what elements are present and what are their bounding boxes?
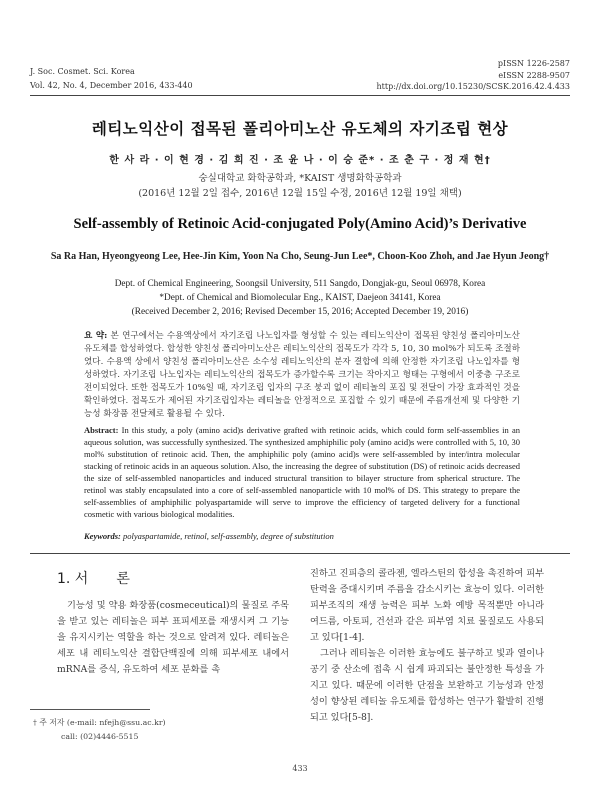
affiliation-english-1: Dept. of Chemical Engineering, Soongsil University, 511 Sangdo, Dongjak-gu, Seoul 06978, Korea <box>114 279 486 289</box>
title-korean: 레티노익산이 접목된 폴리아미노산 유도체의 자기조립 현상 <box>91 120 509 138</box>
pissn: pISSN 1226-2587 <box>497 59 570 68</box>
keywords <box>84 531 520 541</box>
footnote-rule <box>30 709 150 710</box>
footnote-author-email: † 주 저자 (e-mail: nfejh@ssu.ac.kr) <box>33 718 166 727</box>
authors-english: Sa Ra Han, Hyeongyeong Lee, Hee-Jin Kim, Yoon Na Cho, Seung-Jun Lee*, Choon-Koo Zhoh, and Jae Hyun Jeong† <box>50 251 550 262</box>
keywords-label: Keywords: <box>84 531 121 541</box>
affiliation-english-2: *Dept. of Chemical and Biomolecular Eng., KAIST, Daejeon 34141, Korea <box>159 293 441 303</box>
authors-korean: 한 사 라 · 이 현 경 · 김 희 진 · 조 윤 나 · 이 승 준* · 조 춘 구 · 정 재 현† <box>109 155 491 166</box>
eissn: eISSN 2288-9507 <box>498 71 570 80</box>
header-rule <box>30 95 570 96</box>
body-right-paragraph-1: 진하고 진피층의 콜라젠, 엘라스틴의 합성을 촉진하여 피부탄력을 증대시키며 주름을 감소시키는 효능이 있다. 이러한 피부조직의 재생 능력은 피부 노화 예방 목적뿐만 아니라 여드름, 아토피, 건선과 같은 피부염 치료 물질로도 사용되고 있다[1-4]. <box>310 568 544 643</box>
keywords-text: polyaspartamide, retinol, self-assembly, degree of substitution <box>120 531 334 541</box>
footnote <box>33 716 166 744</box>
section-title: 1. 서 론 <box>57 571 130 587</box>
title-english: Self-assembly of Retinoic Acid-conjugated Poly(Amino Acid)’s Derivative <box>73 216 527 232</box>
abstract-korean-text: 본 연구에서는 수용액상에서 자기조립 나노입자를 형성할 수 있는 레티노익산이 접목된 양친성 폴리아미노산 유도체를 합성하였다. 합성한 양친성 폴리아미노산은 레티노익산의 접목도가 각각 5, 10, 30 mol%가 되도록 조절하였다. 수용액 상에서 양친성 폴리아미노산은 소수성 레티노익산의 분자 결합에 의해 안정한 자기조립 나노입자를 형성하였다. 자기조립 나노입자는 레티노익산의 접목도가 증가할수록 크기는 작아지고 형태는 구형에서 이중층 구조로 전이되었다. 또한 접목도가 10%일 때, 자기조립 입자의 구조 붕괴 없이 레티놀의 포집 및 전달이 가장 효과적인 것을 확인하였다. 접목도가 제어된 자기조립입자는 레티놀을 안정적으로 포집할 수 있기 때문에 주름개선제 및 다양한 기능성 화장품 전달체로 활용될 수 있다. <box>84 331 520 419</box>
body-left-column: 기능성 및 약용 화장품(cosmeceutical)의 물질로 주목을 받고 있는 레티놀은 피부 표피세포를 재생시켜 그 기능을 유지시키는 역할을 하는 것으로 알려져 있다. 레티놀은 세포 내 레티노익산 결합단백질에 의해 피부세포 내에서 mRNA를 증식, 유도하여 세포 분화를 촉 <box>57 600 289 675</box>
abstract-english-text: In this study, a poly (amino acid)s derivative grafted with retinoic acids, which could form self-assemblies in an aqueous solution, was successfully synthesized. The synthesized amphiphilic poly (amino acid)s were controlled with 5, 10, 30 mol% substitution of retinoic acid. Then, the amphiphilic poly (amino acid)s were self-assembled by inter/intra molecular stacking of retinoic acids in an aqueous solution. Also, the increasing the degree of substitution (DS) of retinoic acids decreased the size of self-assembled nanoparticles and induced structural transition to bilayer structure from spherical structure. The retinol was stably encapsulated into a core of self-assembled nanoparticle with 10 mol% of DS. This strategy to prepare the self-assemblies of amphiphilic polyaspartamide will serve to improve the efficiency of targeted delivery for a functional cosmetic with various biological modalities. <box>84 425 520 519</box>
doi-link[interactable]: http://dx.doi.org/10.15230/SCSK.2016.42.4.433 <box>376 82 570 91</box>
affiliation-korean: 숭실대학교 화학공학과, *KAIST 생명화학공학과 <box>198 173 402 184</box>
page-number: 433 <box>292 764 308 773</box>
abstract-korean <box>84 330 520 421</box>
footnote-phone: call: (02)4446-5515 <box>61 732 139 741</box>
abstract-rule <box>30 553 570 554</box>
body-right-paragraph-2: 그러나 레티놀은 이러한 효능에도 불구하고 빛과 열이나 공기 중 산소에 접촉 시 쉽게 파괴되는 불안정한 특성을 가지고 있다. 때문에 이러한 단점을 보완하고 기능성과 안정성이 향상된 레티놀 유도체를 합성하는 연구가 활발히 진행되고 있다[5-8]. <box>310 648 544 723</box>
journal-name: J. Soc. Cosmet. Sci. Korea <box>30 67 135 76</box>
abstract-english-label: Abstract: <box>84 425 119 435</box>
journal-volume: Vol. 42, No. 4, December 2016, 433-440 <box>30 81 193 90</box>
dates-korean: (2016년 12월 2일 접수, 2016년 12월 15일 수정, 2016년 12월 19일 채택) <box>138 188 462 199</box>
body-right-column <box>310 566 544 726</box>
abstract-korean-label: 요 약: <box>84 331 108 341</box>
abstract-english <box>84 424 520 520</box>
dates-english: (Received December 2, 2016; Revised December 15, 2016; Accepted December 19, 2016) <box>131 307 469 317</box>
